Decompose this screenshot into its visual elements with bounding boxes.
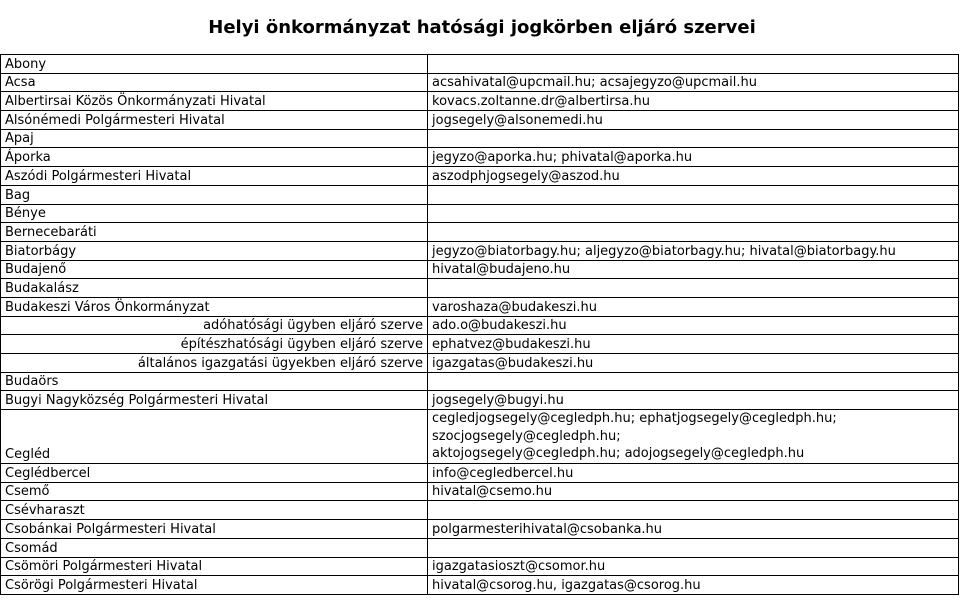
authority-name-cell: Áporka [1, 148, 428, 167]
email-cell: varoshaza@budakeszi.hu [428, 297, 959, 316]
table-row [1, 185, 959, 204]
table-row [1, 73, 959, 92]
authority-name-cell: Biatorbágy [1, 241, 428, 260]
authorities-table [0, 54, 959, 595]
table-row [1, 260, 959, 279]
page-title: Helyi önkormányzat hatósági jogkörben eljáró szervei [208, 17, 756, 38]
table-row [1, 241, 959, 260]
email-cell [428, 223, 959, 242]
email-cell [428, 279, 959, 298]
authority-name-cell: Csemő [1, 482, 428, 501]
email-line: aktojogsegely@cegledph.hu; adojogsegely@cegledph.hu [432, 446, 805, 462]
email-cell: hivatal@csemo.hu [428, 482, 959, 501]
email-cell: jegyzo@aporka.hu; phivatal@aporka.hu [428, 148, 959, 167]
table-row [1, 410, 959, 464]
email-cell: jegyzo@biatorbagy.hu; aljegyzo@biatorbagy.hu; hivatal@biatorbagy.hu [428, 241, 959, 260]
table-row [1, 297, 959, 316]
email-cell: aszodphjogsegely@aszod.hu [428, 167, 959, 186]
authority-name-cell: Csömöri Polgármesteri Hivatal [1, 557, 428, 576]
authority-name-cell: általános igazgatási ügyekben eljáró szerve [1, 354, 428, 373]
table-row [1, 538, 959, 557]
table-row [1, 391, 959, 410]
table-row [1, 464, 959, 483]
authority-name-cell: Bugyi Nagyközség Polgármesteri Hivatal [1, 391, 428, 410]
authority-name-cell: Alsónémedi Polgármesteri Hivatal [1, 111, 428, 130]
authority-name-cell: adóhatósági ügyben eljáró szerve [1, 316, 428, 335]
table-row [1, 557, 959, 576]
table-row [1, 279, 959, 298]
email-cell [428, 410, 959, 464]
authority-name-cell: Bénye [1, 204, 428, 223]
table-row [1, 204, 959, 223]
email-cell: igazgatas@budakeszi.hu [428, 354, 959, 373]
email-cell [428, 501, 959, 520]
table-row [1, 335, 959, 354]
authority-name-cell: Ceglédbercel [1, 464, 428, 483]
authority-name-cell: Csobánkai Polgármesteri Hivatal [1, 520, 428, 539]
table-row [1, 372, 959, 391]
authority-name-cell: Csévharaszt [1, 501, 428, 520]
table-row [1, 482, 959, 501]
authority-name-cell: Acsa [1, 73, 428, 92]
table-body [1, 55, 959, 595]
table-row [1, 167, 959, 186]
email-cell [428, 185, 959, 204]
authority-name-cell: Csomád [1, 538, 428, 557]
email-cell [428, 55, 959, 74]
email-cell: jogsegely@bugyi.hu [428, 391, 959, 410]
authority-name-cell: Budajenő [1, 260, 428, 279]
table-row [1, 576, 959, 595]
authority-name-cell: Abony [1, 55, 428, 74]
authority-name-cell: Albertirsai Közös Önkormányzati Hivatal [1, 92, 428, 111]
table-row [1, 111, 959, 130]
authority-name-cell: Aszódi Polgármesteri Hivatal [1, 167, 428, 186]
table-row [1, 55, 959, 74]
authority-name-cell: Bag [1, 185, 428, 204]
email-cell: polgarmesterihivatal@csobanka.hu [428, 520, 959, 539]
table-row [1, 520, 959, 539]
authority-name-cell: Bernecebaráti [1, 223, 428, 242]
email-cell: jogsegely@alsonemedi.hu [428, 111, 959, 130]
email-line: cegledjogsegely@cegledph.hu; ephatjogsegely@cegledph.hu; [432, 411, 837, 427]
email-cell [428, 538, 959, 557]
email-cell [428, 129, 959, 148]
table-row [1, 92, 959, 111]
email-cell: info@cegledbercel.hu [428, 464, 959, 483]
table-row [1, 129, 959, 148]
email-line: szocjogsegely@cegledph.hu; [432, 428, 621, 444]
authority-name-cell: Cegléd [1, 410, 428, 464]
authority-name-cell: Budakeszi Város Önkormányzat [1, 297, 428, 316]
table-row [1, 501, 959, 520]
email-cell: acsahivatal@upcmail.hu; acsajegyzo@upcmail.hu [428, 73, 959, 92]
email-cell [428, 204, 959, 223]
authority-name-cell: Csörögi Polgármesteri Hivatal [1, 576, 428, 595]
authority-name-cell: építészhatósági ügyben eljáró szerve [1, 335, 428, 354]
email-cell: hivatal@budajeno.hu [428, 260, 959, 279]
authority-name-cell: Apaj [1, 129, 428, 148]
authority-name-cell: Budaörs [1, 372, 428, 391]
email-cell: ado.o@budakeszi.hu [428, 316, 959, 335]
email-cell: igazgatasioszt@csomor.hu [428, 557, 959, 576]
authority-name-cell: Budakalász [1, 279, 428, 298]
table-row [1, 354, 959, 373]
email-cell: hivatal@csorog.hu, igazgatas@csorog.hu [428, 576, 959, 595]
email-cell: ephatvez@budakeszi.hu [428, 335, 959, 354]
table-row [1, 223, 959, 242]
table-row [1, 148, 959, 167]
email-cell [428, 372, 959, 391]
email-cell: kovacs.zoltanne.dr@albertirsa.hu [428, 92, 959, 111]
table-row [1, 316, 959, 335]
